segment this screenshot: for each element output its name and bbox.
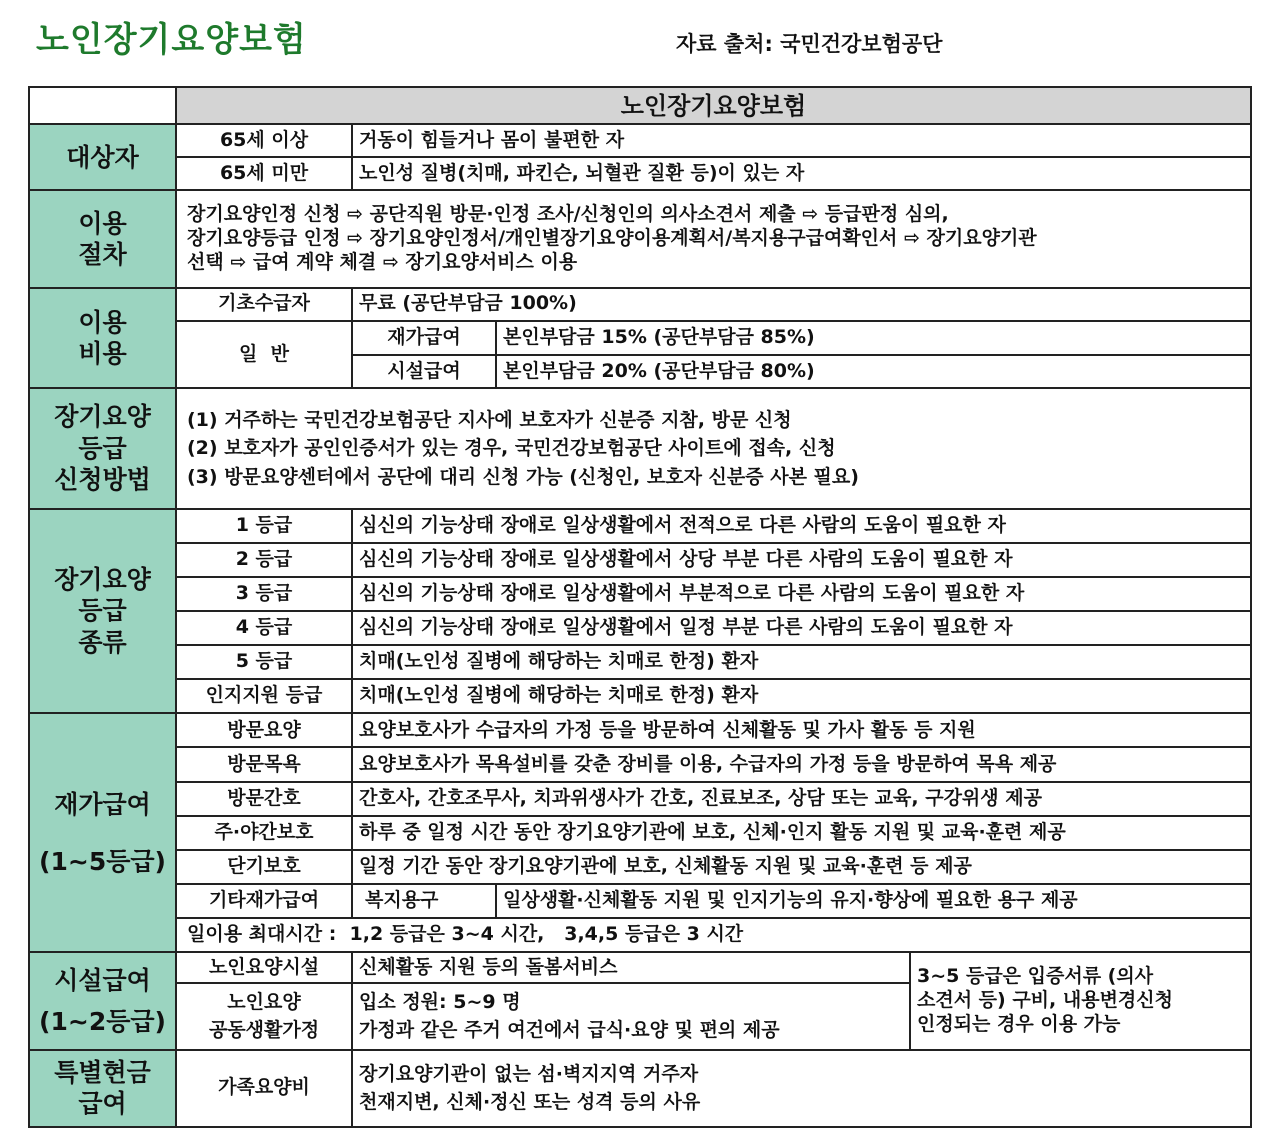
procedure-text xyxy=(176,190,1251,287)
row-label: 1 등급 xyxy=(176,509,352,543)
row-label: 인지지원 등급 xyxy=(176,679,352,713)
apply-line: (3) 방문요양센터에서 공단에 대리 신청 가능 (신청인, 보호자 신분증 사본 필요) xyxy=(187,465,859,488)
category-spacer xyxy=(36,820,169,846)
table-row xyxy=(29,190,1251,287)
category-special-cash xyxy=(29,1050,176,1127)
table-header-row xyxy=(29,87,1251,124)
row-sublabel: 복지용구 xyxy=(352,884,496,918)
note-line: 3~5 등급은 입증서류 (의사 xyxy=(917,965,1154,988)
procedure-line: 장기요양인정 신청 ⇨ 공단직원 방문·인정 조사/신청인의 의사소견서 제출 ⇨ 등급판정 심의, xyxy=(187,203,949,226)
note-line: 인정되는 경우 이용 가능 xyxy=(917,1012,1121,1035)
desc-line: 장기요양기관이 없는 섬·벽지지역 거주자 xyxy=(359,1062,699,1085)
row-label: 일 반 xyxy=(176,321,352,388)
table-row xyxy=(29,816,1251,850)
category-line: 이용 xyxy=(78,307,127,337)
category-line: 급여 xyxy=(78,1089,127,1119)
table-row xyxy=(29,157,1251,190)
category-line: (1~5등급) xyxy=(39,846,166,876)
row-desc: 신체활동 지원 등의 돌봄서비스 xyxy=(352,952,910,983)
row-desc xyxy=(352,1050,1251,1127)
procedure-line: 선택 ⇨ 급여 계약 체결 ⇨ 장기요양서비스 이용 xyxy=(187,250,578,273)
apply-line: (2) 보호자가 공인인증서가 있는 경우, 국민건강보험공단 사이트에 접속, 신청 xyxy=(187,437,836,460)
category-grades xyxy=(29,509,176,714)
row-desc: 본인부담금 20% (공단부담금 80%) xyxy=(496,355,1251,388)
category-procedure xyxy=(29,190,176,287)
row-desc xyxy=(352,983,910,1049)
row-sublabel: 시설급여 xyxy=(352,355,496,388)
row-label: 4 등급 xyxy=(176,611,352,645)
table-row xyxy=(29,1050,1251,1127)
facility-note xyxy=(910,952,1251,1049)
table-row xyxy=(29,952,1251,983)
procedure-line: 장기요양등급 인정 ⇨ 장기요양인정서/개인별장기요양이용계획서/복지용구급여확인서 ⇨ 장기요양기관 xyxy=(187,227,1037,250)
label-line: 공동생활가정 xyxy=(208,1019,320,1042)
label-line: 노인요양 xyxy=(227,990,301,1013)
category-home-care xyxy=(29,713,176,952)
row-label: 가족요양비 xyxy=(176,1050,352,1127)
table-header: 노인장기요양보험 xyxy=(176,87,1251,124)
row-label: 기초수급자 xyxy=(176,288,352,321)
apply-line: (1) 거주하는 국민건강보험공단 지사에 보호자가 신분증 지참, 방문 신청 xyxy=(187,408,792,431)
table-row xyxy=(29,645,1251,679)
row-label: 2 등급 xyxy=(176,543,352,577)
row-desc: 간호사, 간호조무사, 치과위생사가 간호, 진료보조, 상담 또는 교육, 구강위생 제공 xyxy=(352,782,1251,816)
table-row xyxy=(29,288,1251,321)
row-label: 방문간호 xyxy=(176,782,352,816)
row-desc: 본인부담금 15% (공단부담금 85%) xyxy=(496,321,1251,355)
row-desc: 치매(노인성 질병에 해당하는 치매로 한정) 환자 xyxy=(352,679,1251,713)
category-line: (1~2등급) xyxy=(39,1006,166,1036)
table-row xyxy=(29,747,1251,781)
row-desc: 심신의 기능상태 장애로 일상생활에서 상당 부분 다른 사람의 도움이 필요한 자 xyxy=(352,543,1251,577)
category-line: 시설급여 xyxy=(54,965,151,995)
row-desc: 치매(노인성 질병에 해당하는 치매로 한정) 환자 xyxy=(352,645,1251,679)
table-row xyxy=(29,543,1251,577)
row-label: 3 등급 xyxy=(176,577,352,611)
table-row xyxy=(29,611,1251,645)
table-row xyxy=(29,782,1251,816)
desc-line: 가정과 같은 주거 여건에서 급식·요양 및 편의 제공 xyxy=(359,1019,780,1042)
row-desc: 하루 중 일정 시간 동안 장기요양기관에 보호, 신체·인지 활동 지원 및 교육·훈련 제공 xyxy=(352,816,1251,850)
row-sublabel: 재가급여 xyxy=(352,321,496,355)
category-line: 재가급여 xyxy=(54,789,151,819)
category-line: 신청방법 xyxy=(54,464,151,494)
row-desc: 무료 (공단부담금 100%) xyxy=(352,288,1251,321)
note-line: 소견서 등) 구비, 내용변경신청 xyxy=(917,989,1173,1011)
category-target: 대상자 xyxy=(29,124,176,190)
table-row xyxy=(29,509,1251,543)
table-row xyxy=(29,577,1251,611)
row-label: 65세 이상 xyxy=(176,124,352,157)
desc-line: 입소 정원: 5~9 명 xyxy=(359,990,521,1013)
category-facility xyxy=(29,952,176,1049)
row-desc: 요양보호사가 목욕설비를 갖춘 장비를 이용, 수급자의 가정 등을 방문하여 목욕 제공 xyxy=(352,747,1251,781)
category-line: 장기요양 xyxy=(54,565,151,595)
table-row xyxy=(29,884,1251,918)
row-label: 65세 미만 xyxy=(176,157,352,190)
page-title: 노인장기요양보험 xyxy=(36,20,307,60)
row-desc: 심신의 기능상태 장애로 일상생활에서 전적으로 다른 사람의 도움이 필요한 자 xyxy=(352,509,1251,543)
table-row xyxy=(29,918,1251,952)
row-desc: 일정 기간 동안 장기요양기관에 보호, 신체활동 지원 및 교육·훈련 등 제공 xyxy=(352,850,1251,884)
category-line: 등급 xyxy=(78,433,127,463)
row-label: 방문목욕 xyxy=(176,747,352,781)
category-line: 이용 xyxy=(78,208,127,238)
row-desc: 노인성 질병(치매, 파킨슨, 뇌혈관 질환 등)이 있는 자 xyxy=(352,157,1251,190)
category-line: 종류 xyxy=(78,627,127,657)
source-note: 자료 출처: 국민건강보험공단 xyxy=(676,32,943,56)
row-label: 단기보호 xyxy=(176,850,352,884)
row-label: 방문요양 xyxy=(176,713,352,747)
category-apply xyxy=(29,388,176,508)
max-time-note: 일이용 최대시간 : 1,2 등급은 3~4 시간, 3,4,5 등급은 3 시간 xyxy=(176,918,1251,952)
category-cost xyxy=(29,288,176,388)
row-label: 5 등급 xyxy=(176,645,352,679)
table-row xyxy=(29,124,1251,157)
row-label xyxy=(176,983,352,1049)
header-corner xyxy=(29,87,176,124)
table-row xyxy=(29,321,1251,355)
row-desc: 심신의 기능상태 장애로 일상생활에서 일정 부분 다른 사람의 도움이 필요한 자 xyxy=(352,611,1251,645)
table-row xyxy=(29,388,1251,508)
apply-text xyxy=(176,388,1251,508)
category-spacer xyxy=(36,996,169,1006)
row-label: 노인요양시설 xyxy=(176,952,352,983)
table-row xyxy=(29,850,1251,884)
ltc-insurance-table xyxy=(28,86,1252,1128)
row-desc: 심신의 기능상태 장애로 일상생활에서 부분적으로 다른 사람의 도움이 필요한 자 xyxy=(352,577,1251,611)
category-line: 절차 xyxy=(78,240,127,270)
category-line: 등급 xyxy=(78,596,127,626)
row-desc: 요양보호사가 수급자의 가정 등을 방문하여 신체활동 및 가사 활동 등 지원 xyxy=(352,713,1251,747)
category-line: 장기요양 xyxy=(54,402,151,432)
row-label: 기타재가급여 xyxy=(176,884,352,918)
category-line: 비용 xyxy=(78,338,127,368)
row-desc: 일상생활·신체활동 지원 및 인지기능의 유지·향상에 필요한 용구 제공 xyxy=(496,884,1251,918)
row-desc: 거동이 힘들거나 몸이 불편한 자 xyxy=(352,124,1251,157)
desc-line: 천재지변, 신체·정신 또는 성격 등의 사유 xyxy=(359,1091,701,1114)
row-label: 주·야간보호 xyxy=(176,816,352,850)
table-row xyxy=(29,679,1251,713)
table-row xyxy=(29,713,1251,747)
category-line: 특별현금 xyxy=(54,1058,151,1088)
